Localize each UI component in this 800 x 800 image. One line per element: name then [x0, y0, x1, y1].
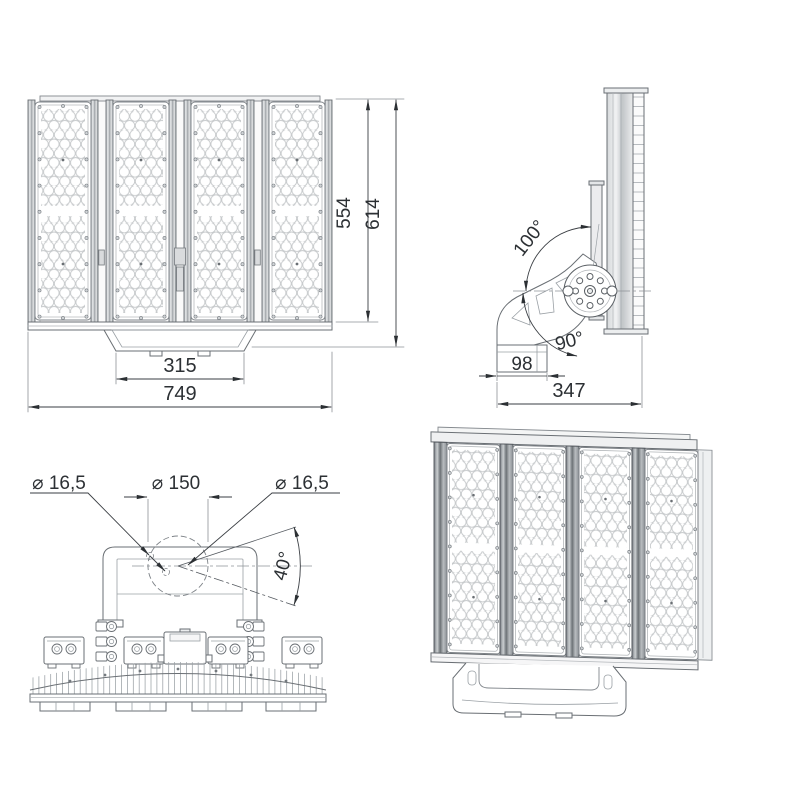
- dim-bracket-width: 315: [163, 355, 197, 377]
- angle-tilt-up: 100°: [509, 216, 551, 261]
- dim-overall-depth: 347: [552, 380, 586, 402]
- side-view: [479, 88, 651, 408]
- iso-view: [431, 427, 712, 718]
- dim-overall-width: 749: [163, 383, 197, 405]
- dim-overall-height: 614: [363, 198, 384, 230]
- front-view: [28, 96, 404, 412]
- dim-mount-circle: ⌀ 150: [151, 473, 201, 494]
- angle-adjust: 40°: [269, 549, 298, 583]
- front-bottom-bracket: [28, 322, 332, 356]
- top-dim-extensions: [148, 499, 208, 542]
- iso-trunnion: [453, 663, 626, 718]
- iso-led-modules: [434, 442, 698, 661]
- angle-tilt-down: 90°: [553, 327, 587, 356]
- dim-mount-hole-right: ⌀ 16,5: [275, 473, 329, 494]
- top-trunnion-frame: [98, 547, 262, 627]
- junction-box: [158, 629, 212, 664]
- dim-base-depth: 98: [511, 354, 533, 375]
- dim-module-height: 554: [334, 197, 355, 229]
- dim-mount-hole-left: ⌀ 16,5: [32, 473, 86, 494]
- heatsink-feet: [40, 702, 316, 711]
- top-view: [30, 473, 340, 711]
